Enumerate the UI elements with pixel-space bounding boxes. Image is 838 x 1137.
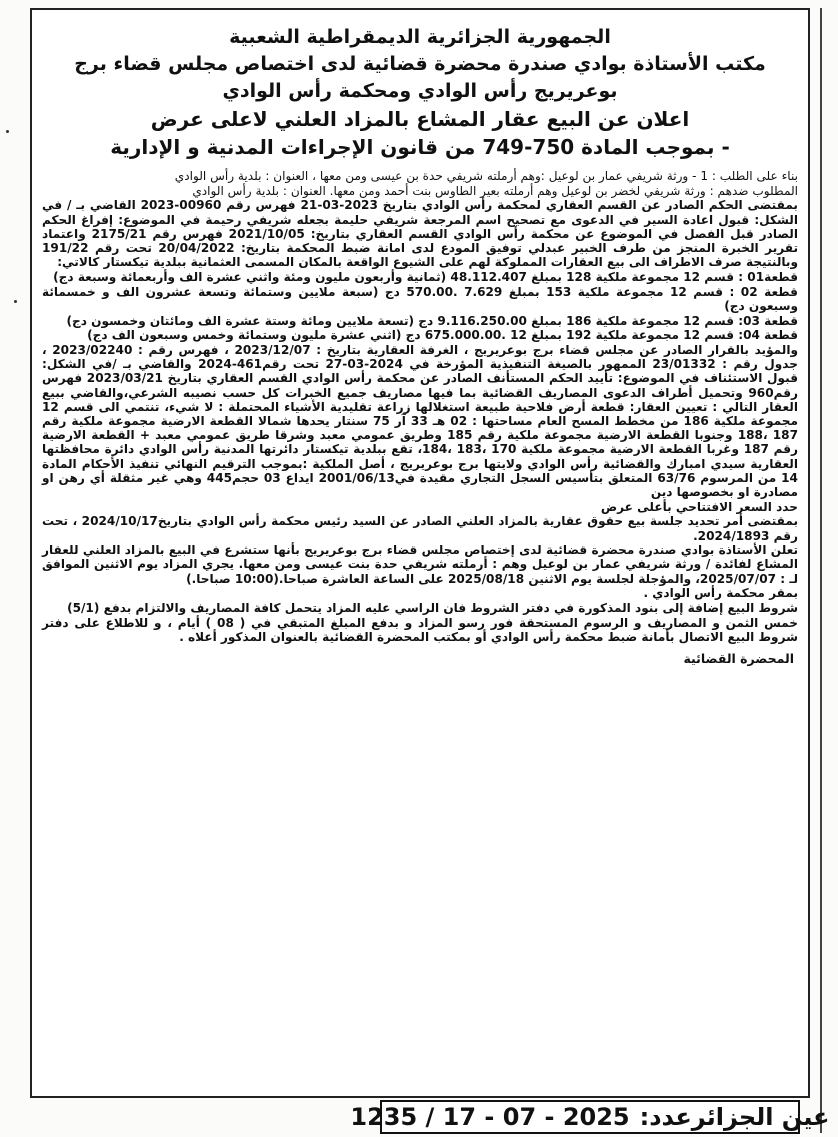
newspaper-label: عين الجزائرعدد: (639, 1103, 830, 1131)
hearing-order-paragraph: بمقتضى أمر تحديد جلسة بيع حقوق عقارية بالمزاد العلني الصادر عن السيد رئيس محكمة رأس الوادي بتاريخ2024/10/17 ، تحت رقم 2024/1893. (42, 514, 798, 543)
notice-body (32, 167, 808, 644)
legal-notice (30, 8, 810, 1098)
lot-01: قطعة01 : قسم 12 مجموعة ملكية 128 بمبلغ 48.112.407 (ثمانية وأربعون مليون ومئة واثني عشرة الف وأربعمائة وسبعة دج) (53, 269, 798, 284)
appeal-and-property-paragraph: والمؤيد بالقرار الصادر عن مجلس قضاء برج بوعريريج ، الغرفة العقارية بتاريخ : 2023/12/07 ، فهرس رقم : 2023/02240 ، جدول رقم : 23/01332 الممهور بالصيغة التنفيذية المؤرخة في 2024-03-27 تحت رقم461-2024 والقاضي بـ /في الشكل: قبول الاستئناف في الموضوع: تأييد الحكم المستأنف الصادر عن محكمة رأس الوادي القسم العقاري بتاريخ 2023/03/21 فهرس رقم960 وتحميل أطراف الدعوى المصاريف القضائية بما فيها مصاريف جميع الخبرات كل حسب نصيبه الشرعي،والقاضي ببيع العقار التالي : تعيين العقار: قطعة أرض فلاحية طبيعة استغلالها زراعة تقليدية الأشياء المحتملة : لا شيء، تنتمي الى قسم 12 مجموعة ملكية 186 من مخطط المسح العام مساحتها : 02 هـ 33 آر 75 سنتار يحدها شمالا القطعة الارضية مجموعة ملكية رقم 187 ،188 وجنوبا القطعة الارضية مجموعة ملكية رقم 185 وطريق عمومي معبد وشرقا طريق عمومي معبد + القطعة الارضية رقم 187 وغربا القطعة الارضية مجموعة ملكية 170 ،183 ،184، تقع ببلدية تيكستار دائرتها المدنية رأس الوادي دائرة محافظتها العقارية سيدي امبارك والقضائية رأس الوادي ولايتها برج بوعريريج ، أصل الملكية :بموجب الترقيم النهائي تنفيذ الأحكام المادة 14 من المرسوم 63/76 المتعلق بتأسيس السجل التجاري مقيدة في2001/06/13 ايداع 03 حجم445 وهي غير مثقلة أي رهن او مصادرة او بخصوصها دين (42, 342, 799, 499)
lot-02: قطعة 02 : قسم 12 مجموعة ملكية 153 بمبلغ 7.629 .570.00 دج (سبعة ملايين وستمائة وتسعة عشرون الف و خمسمائة وسبعون دج) (42, 284, 798, 313)
office-title: مكتب الأستاذة بوادي صندرة محضرة قضائية لدى اختصاص مجلس قضاء برج (74, 53, 766, 75)
lot-04: قطعة 04: قسم 12 مجموعة ملكية 192 بمبلغ 12 .675.000.00 دج (اثني عشرة مليون وستمائة وخمس وسبعون الف دج) (87, 328, 798, 343)
jurisdiction-title: بوعريريج رأس الوادي ومحكمة رأس الوادي (222, 80, 618, 102)
scan-speck (6, 130, 9, 133)
judgment-paragraph: بمقتضى الحكم الصادر عن القسم العقاري لمحكمة رأس الوادي بتاريخ 2023-03-21 فهرس رقم 00960-2023 القاضي بـ / في الشكل: قبول اعادة السير في الدعوى مع تصحيح اسم المرجعة شريفي حليمة بجعله شريفي رحيمة في الموضوع: إفراغ الحكم الصادر قبل الفصل في الموضوع عن محكمة رأس الوادي القسم العقاري بتاريخ: 2021/10/05 فهرس رقم 2175/21 واعتماد تقرير الخبرة المنجز من طرف الخبير عبدلي توفيق المودع لدى امانة ضبط المحكمة بتاريخ: 20/04/2022 تحت رقم 191/22 وبالنتيجة صرف الاطراف الى بيع العقارات المملوكة لهم على الشيوع الواقعة بالمكان المسمى العثمانية ببلدية تيكستار كالاتي: (42, 198, 799, 270)
issue-number: 1235 / 17 - 07 - 2025 (350, 1103, 630, 1131)
auction-location: بمقر محكمة رأس الوادي . (643, 586, 798, 601)
republic-title: الجمهورية الجزائرية الديمقراطية الشعبية (229, 26, 611, 48)
right-margin-rule (820, 8, 822, 1133)
plaintiffs-paragraph: بناء على الطلب : 1 - ورثة شريفي عمار بن لوعيل :وهم أرملته شريفي حدة بن عيسى ومن معها ، العنوان : بلدية رأس الوادي (174, 169, 798, 183)
notice-header (32, 10, 808, 167)
scan-speck (14, 300, 17, 303)
sale-conditions: شروط البيع إضافة إلى بنود المذكورة في دفتر الشروط فان الراسي عليه المزاد يتحمل كافة المصاريف والالتزام بدفع (5/1) (67, 601, 798, 616)
newspaper-issue-box (350, 1100, 830, 1134)
defendants-paragraph: المطلوب ضدهم : ورثة شريفي لخضر بن لوعيل وهم أرملته بعير الطاوس بنت أحمد ومن معها. العنوان : بلدية رأس الوادي (192, 183, 798, 198)
auction-announcement: تعلن الأستاذة بوادي صندرة محضرة قضائية لدى إختصاص مجلس قضاء برج بوعريريج بأنها ستشرع في البيع بالمزاد العلني للعقار المشاع لفائدة / ورثة شريفي عمار بن لوعيل وهم : أرملته شريفي حدة بنت عيسى ومن معها. يجري المزاد يوم الاثنين الموافق لـ : 2025/07/07، والمؤجلة لجلسة يوم الاثنين 2025/08/18 على الساعة العاشرة صباحا.(10:00 صباحا.) (42, 543, 798, 586)
legal-basis: - بموجب المادة 750-749 من قانون الإجراءات المدنية و الإدارية (110, 135, 730, 159)
opening-price: حدد السعر الافتتاحي بأعلى عرض (600, 499, 798, 514)
payment-terms: خمس الثمن و المصاريف و الرسوم المستحقة فور رسو المزاد و بدفع المبلغ المتبقي في ( 08 ) أيام ، و للاطلاع على دفتر شروط البيع الاتصال بأمانة ضبط محكمة رأس الوادي أو بمكتب المحضرة القضائية بالعنوان المذكور أعلاه . (42, 615, 799, 644)
notice-title: اعلان عن البيع عقار المشاع بالمزاد العلني لاعلى عرض (150, 107, 690, 131)
lot-03: قطعة 03: قسم 12 مجموعة ملكية 186 بمبلغ 9.116.250.00 دج (تسعة ملايين ومائة وستة عشرة الف ومائتان وخمسون دج) (66, 313, 798, 328)
signature-label: المحضرة القضائية (683, 650, 794, 666)
